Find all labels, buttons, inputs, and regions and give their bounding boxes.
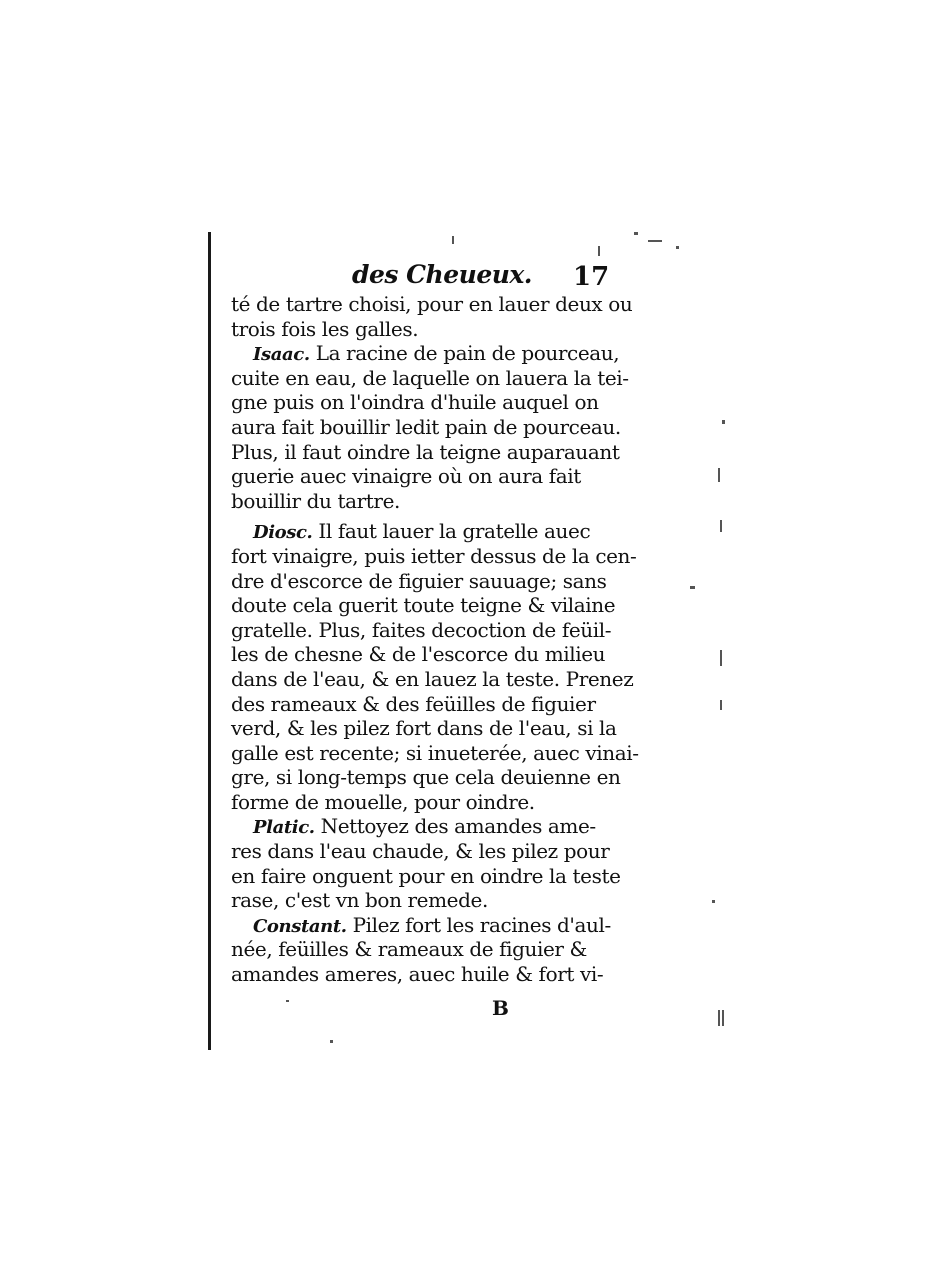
text-line: gne puis on l'oindra d'huile auquel on (231, 390, 599, 415)
text-line: née, feüilles & rameaux de figuier & (231, 937, 587, 962)
text-line: galle est recente; si inueterée, auec vinai- (231, 740, 639, 765)
text-line: aura fait bouillir ledit pain de pourceau. (231, 414, 621, 439)
text-span: La racine de pain de pourceau, (315, 341, 620, 366)
text-line: verd, & les pilez fort dans de l'eau, si la (231, 716, 617, 741)
page-number: 17 (573, 262, 610, 292)
paragraph-first-line (231, 519, 603, 544)
speaker-label: Constant. (253, 915, 347, 937)
speaker-label: Isaac. (253, 344, 310, 366)
text-line: doute cela guerit toute teigne & vilaine (231, 593, 616, 618)
text-line: forme de mouelle, pour oindre. (231, 789, 535, 814)
paragraph-first-line (231, 341, 620, 366)
speaker-label: Platic. (253, 817, 315, 839)
text-span: Nettoyez des amandes ame- (320, 814, 596, 839)
running-head: des Cheueux. (352, 260, 533, 289)
text-line: bouillir du tartre. (231, 488, 400, 513)
text-line: rase, c'est vn bon remede. (231, 888, 488, 913)
gutter-rule (208, 232, 211, 1050)
text-span: Il faut lauer la gratelle auec (318, 519, 591, 544)
text-line: gre, si long-temps que cela deuienne en (231, 765, 621, 790)
text-line: en faire onguent pour en oindre la teste (231, 863, 621, 888)
text-line: res dans l'eau chaude, & les pilez pour (231, 839, 610, 864)
paragraph-first-line (231, 814, 603, 839)
paragraph-first-line (231, 912, 611, 938)
text-line: des rameaux & des feüilles de figuier (231, 691, 596, 716)
text-line: les de chesne & de l'escorce du milieu (231, 642, 606, 667)
speaker-label: Diosc. (253, 522, 313, 544)
text-line: té de tartre choisi, pour en lauer deux ou (231, 292, 633, 316)
text-line: dre d'escorce de figuier sauuage; sans (231, 568, 607, 593)
text-line: Plus, il faut oindre la teigne auparauant (231, 439, 620, 464)
text-line: guerie auec vinaigre où on aura fait (231, 464, 581, 489)
text-line: fort vinaigre, puis ietter dessus de la cen- (231, 543, 637, 568)
text-line: dans de l'eau, & en lauez la teste. Prenez (231, 666, 634, 691)
text-block (231, 292, 639, 987)
signature-mark: B (492, 996, 509, 1020)
text-line: trois fois les galles. (231, 316, 419, 341)
text-line: gratelle. Plus, faites decoction de feüil- (231, 617, 612, 642)
text-span: Pilez fort les racines d'aul- (352, 912, 611, 937)
text-line: amandes ameres, auec huile & fort vi- (231, 962, 604, 987)
text-line: cuite en eau, de laquelle on lauera la tei- (231, 365, 629, 390)
